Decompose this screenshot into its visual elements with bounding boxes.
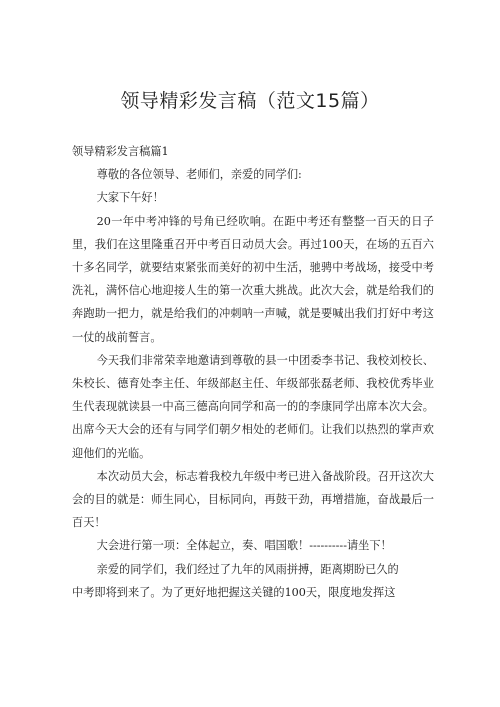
paragraph-continuation: 中考即将到来了。为了更好地把握这关键的100天，限度地发挥这 (72, 585, 396, 599)
paragraph-anthem: 大会进行第一项：全体起立，奏、唱国歌！----------请坐下！ (96, 539, 392, 553)
paragraph-opening: 20一年中考冲锋的号角已经吹响。在距中考还有整整一百天的日子里，我们在这里隆重召开中考百日动员大会。再过100天，在场的五百六十多名同学，就要结束紧张而美好的初中生活，驰骋中考战场，接受中考洗礼，满怀信心地迎接人生的第一次重大挑战。此次大会，就是给我们的奔跑助一把力，就是给我们的冲刺呐一声喊，就是要喊出我们打好中考这一仗的战前誓言。 (72, 214, 434, 344)
document-title: 领导精彩发言稿（范文15篇） (120, 90, 380, 112)
paragraph-greeting: 尊敬的各位领导、老师们，亲爱的同学们: (96, 168, 302, 182)
paragraph-guests: 今天我们非常荣幸地邀请到尊敬的县一中团委李书记、我校刘校长、朱校长、德育处李主任、年级部赵主任、年级部张磊老师、我校优秀毕业生代表现就读县一中高三德高向同学和高一的的李康同学出席本次大会。出席今天大会的还有与同学们朝夕相处的老师们。让我们以热烈的掌声欢迎他们的光临。 (72, 353, 434, 460)
paragraph-purpose: 本次动员大会，标志着我校九年级中考已进入备战阶段。召开这次大会的目的就是：师生同心，目标同向，再鼓干劲，再增措施，奋战最后一百天！ (72, 469, 434, 530)
document-body (72, 140, 434, 604)
paragraph-students: 亲爱的同学们，我们经过了九年的风雨拼搏，距离期盼已久的 (96, 562, 399, 576)
paragraph-good-afternoon: 大家下午好！ (96, 191, 164, 205)
section-heading: 领导精彩发言稿篇1 (72, 145, 169, 158)
